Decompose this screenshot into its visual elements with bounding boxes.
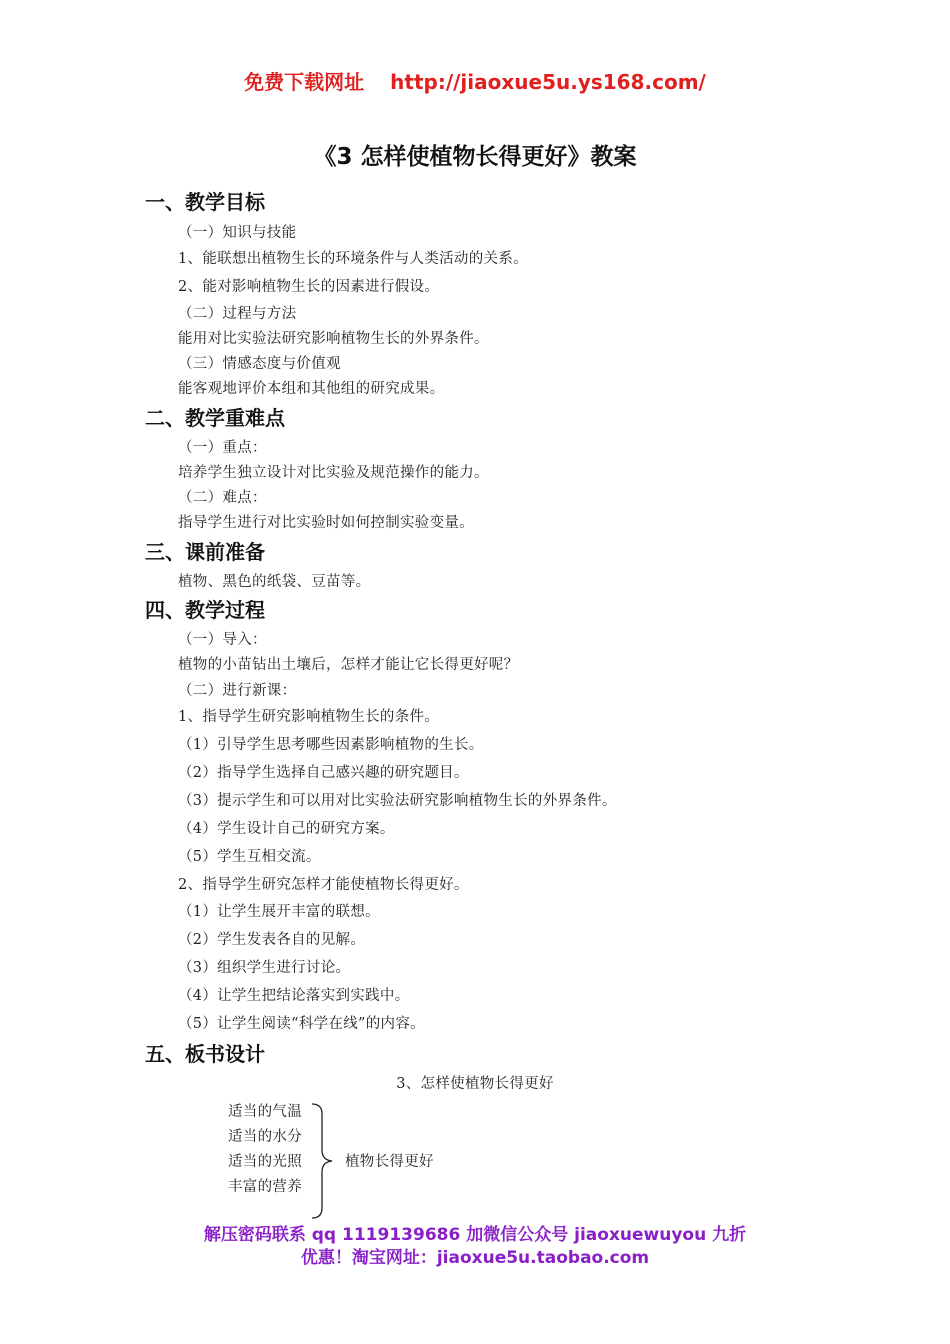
section-heading-key-points: 二、教学重难点: [145, 406, 285, 430]
footer-shop-line: 优惠！淘宝网址：jiaoxue5u.taobao.com: [300, 1248, 650, 1268]
paragraph: （5）让学生阅读“科学在线”的内容。: [178, 1016, 425, 1032]
section-heading-preparation: 三、课前准备: [145, 540, 265, 564]
board-result: 植物长得更好: [345, 1154, 434, 1170]
paragraph: （三）情感态度与价值观: [178, 356, 341, 372]
paragraph: （二）难点：: [178, 490, 267, 506]
paragraph: 1、能联想出植物生长的环境条件与人类活动的关系。: [178, 251, 528, 267]
paragraph: （2）指导学生选择自己感兴趣的研究题目。: [178, 765, 469, 781]
paragraph: （1）引导学生思考哪些因素影响植物的生长。: [178, 737, 484, 753]
paragraph: 2、能对影响植物生长的因素进行假设。: [178, 279, 440, 295]
paragraph: 培养学生独立设计对比实验及规范操作的能力。: [178, 465, 489, 481]
paragraph: 1、指导学生研究影响植物生长的条件。: [178, 709, 440, 725]
paragraph: （二）进行新课：: [178, 683, 297, 699]
paragraph: 指导学生进行对比实验时如何控制实验变量。: [178, 515, 474, 531]
paragraph: 植物、黑色的纸袋、豆苗等。: [178, 574, 371, 590]
board-condition: 适当的水分: [228, 1129, 302, 1145]
section-heading-board-design: 五、板书设计: [145, 1042, 265, 1066]
paragraph: （二）过程与方法: [178, 306, 297, 322]
paragraph: （3）提示学生和可以用对比实验法研究影响植物生长的外界条件。: [178, 793, 617, 809]
paragraph: （5）学生互相交流。: [178, 849, 321, 865]
paragraph: （1）让学生展开丰富的联想。: [178, 904, 380, 920]
paragraph: （4）学生设计自己的研究方案。: [178, 821, 395, 837]
paragraph: （一）导入：: [178, 632, 267, 648]
document-title: 《3 怎样使植物长得更好》教案: [313, 144, 637, 170]
download-url-link[interactable]: http://jiaoxue5u.ys168.com/: [390, 70, 706, 94]
section-heading-process: 四、教学过程: [145, 598, 265, 622]
paragraph: 2、指导学生研究怎样才能使植物长得更好。: [178, 877, 469, 893]
board-title: 3、怎样使植物长得更好: [396, 1076, 554, 1092]
paragraph: （2）学生发表各自的见解。: [178, 932, 366, 948]
board-condition: 丰富的营养: [228, 1179, 302, 1195]
paragraph: 能客观地评价本组和其他组的研究成果。: [178, 381, 445, 397]
board-condition: 适当的气温: [228, 1104, 302, 1120]
paragraph: （3）组织学生进行讨论。: [178, 960, 351, 976]
paragraph: （4）让学生把结论落实到实践中。: [178, 988, 410, 1004]
paragraph: （一）知识与技能: [178, 225, 297, 241]
section-heading-objectives: 一、教学目标: [145, 190, 265, 214]
board-condition: 适当的光照: [228, 1154, 302, 1170]
footer-contact-line: 解压密码联系 qq 1119139686 加微信公众号 jiaoxuewuyou 九折: [203, 1225, 747, 1245]
download-header: [0, 66, 950, 95]
download-label: 免费下载网址: [244, 70, 365, 94]
paragraph: 能用对比实验法研究影响植物生长的外界条件。: [178, 331, 489, 347]
paragraph: 植物的小苗钻出土壤后，怎样才能让它长得更好呢？: [178, 657, 519, 673]
paragraph: （一）重点：: [178, 440, 267, 456]
curly-brace-icon: [308, 1100, 338, 1222]
